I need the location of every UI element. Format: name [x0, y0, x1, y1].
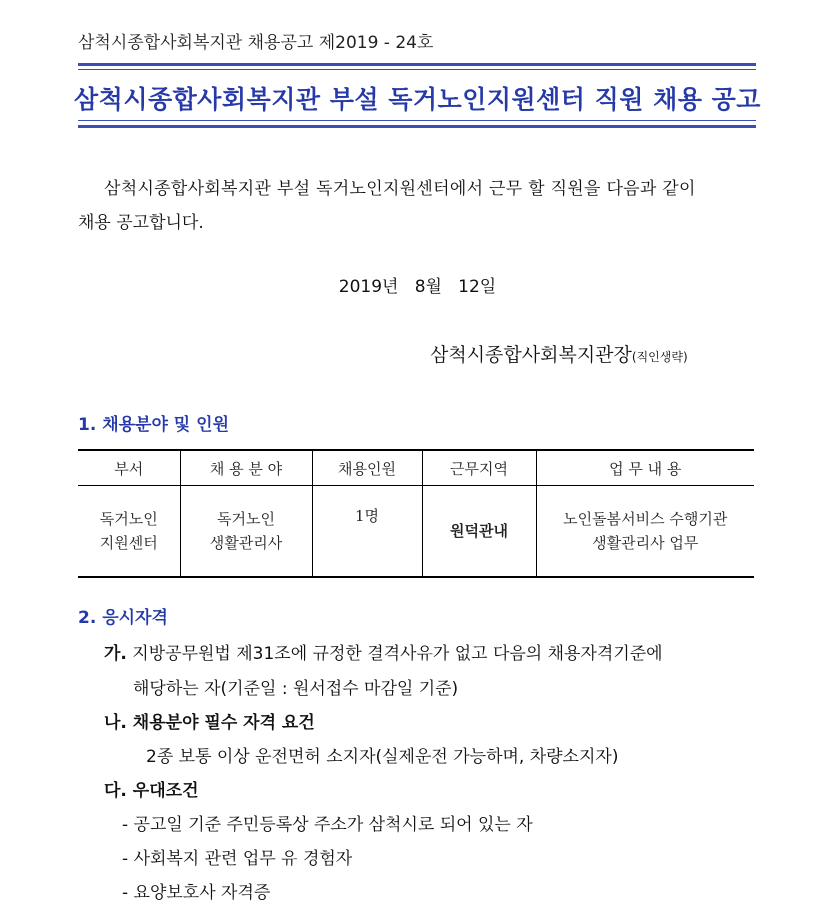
title-rule-top-thin — [78, 69, 756, 70]
seal-omitted-note: (직인생략) — [631, 350, 688, 364]
recruitment-table — [78, 449, 754, 578]
signature — [430, 340, 688, 367]
ga-marker: 가. — [104, 644, 127, 664]
na-detail: 2종 보통 이상 운전면허 소지자(실제운전 가능하며, 차량소지자) — [146, 747, 619, 767]
qualification-ga — [104, 639, 663, 664]
cell-field: 독거노인 생활관리사 — [180, 486, 312, 578]
header-location: 근무지역 — [422, 450, 536, 486]
header-duty: 업 무 내 용 — [536, 450, 754, 486]
notice-date: 2019년 8월 12일 — [338, 277, 497, 297]
cell-location: 원덕관내 — [422, 486, 536, 578]
list-item: - 공고일 기준 주민등록상 주소가 삼척시로 되어 있는 자 — [122, 815, 533, 835]
header-dept: 부서 — [78, 450, 180, 486]
section-2-heading: 2. 응시자격 — [78, 608, 168, 628]
cell-count: 1명 — [312, 486, 422, 578]
ga-line-1: 지방공무원법 제31조에 규정한 결격사유가 없고 다음의 채용자격기준에 — [132, 644, 663, 664]
qualification-da-heading: 다. 우대조건 — [104, 781, 199, 801]
table-header-row — [78, 450, 754, 486]
cell-dept: 독거노인 지원센터 — [78, 486, 180, 578]
header-field: 채 용 분 야 — [180, 450, 312, 486]
section-1-heading: 1. 채용분야 및 인원 — [78, 415, 229, 435]
title-rule-bottom-thin — [78, 120, 756, 121]
title-rule-bottom — [78, 125, 756, 128]
notice-number: 삼척시종합사회복지관 채용공고 제2019 - 24호 — [78, 33, 434, 53]
qualification-na-heading: 나. 채용분야 필수 자격 요건 — [104, 713, 315, 733]
ga-line-2: 해당하는 자(기준일 : 원서접수 마감일 기준) — [133, 679, 459, 699]
table-row — [78, 486, 754, 578]
page-title: 삼척시종합사회복지관 부설 독거노인지원센터 직원 채용 공고 — [74, 85, 761, 114]
list-item: - 요양보호사 자격증 — [122, 883, 271, 903]
intro-line-1: 삼척시종합사회복지관 부설 독거노인지원센터에서 근무 할 직원을 다음과 같이 — [104, 179, 696, 199]
title-rule-top — [78, 63, 756, 66]
cell-duty: 노인돌봄서비스 수행기관 생활관리사 업무 — [536, 486, 754, 578]
intro-line-2: 채용 공고합니다. — [78, 213, 204, 233]
header-count: 채용인원 — [312, 450, 422, 486]
signature-name: 삼척시종합사회복지관장 — [430, 344, 632, 366]
list-item: - 사회복지 관련 업무 유 경험자 — [122, 849, 353, 869]
